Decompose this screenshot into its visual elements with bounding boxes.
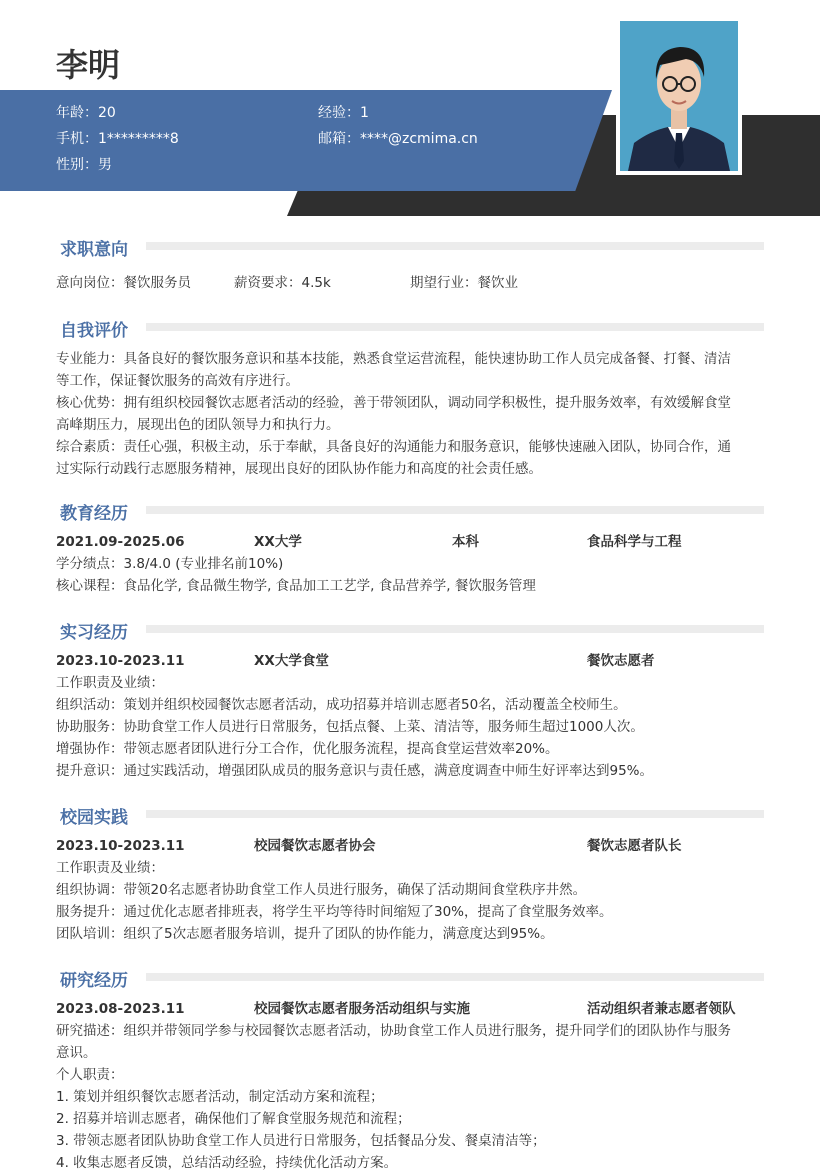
research-line: 1. 策划并组织餐饮志愿者活动，制定活动方案和流程； <box>56 1089 384 1105</box>
intent-position: 意向岗位：餐饮服务员 <box>56 275 191 291</box>
section-divider <box>146 506 764 514</box>
self-eval-line: 高峰期压力，展现出色的团队领导力和执行力。 <box>56 417 340 433</box>
internship-line: 组织活动：策划并组织校园餐饮志愿者活动，成功招募并培训志愿者50名，活动覆盖全校师生。 <box>56 697 627 713</box>
candidate-name: 李明 <box>56 46 121 84</box>
section-research <box>56 966 764 1174</box>
section-title-research: 研究经历 <box>60 971 128 991</box>
internship-line: 增强协作：带领志愿者团队进行分工合作，优化服务流程，提高食堂运营效率20%。 <box>56 741 559 757</box>
education-line: 核心课程：食品化学, 食品微生物学, 食品加工工艺学, 食品营养学, 餐饮服务管理 <box>56 578 536 594</box>
internship-org: XX大学食堂 <box>254 653 329 669</box>
internship-period: 2023.10-2023.11 <box>56 653 185 669</box>
intent-salary: 薪资要求：4.5k <box>234 275 331 291</box>
section-campus <box>56 803 764 945</box>
section-title-education: 教育经历 <box>60 504 128 524</box>
internship-line: 工作职责及业绩： <box>56 675 164 691</box>
section-divider <box>146 625 764 633</box>
education-school: XX大学 <box>254 534 302 550</box>
age: 年龄：20 <box>56 105 116 121</box>
self-eval-line: 过实际行动践行志愿服务精神，展现出良好的团队协作能力和高度的社会责任感。 <box>56 461 542 477</box>
internship-role: 餐饮志愿者 <box>587 653 655 669</box>
research-period: 2023.08-2023.11 <box>56 1001 185 1017</box>
section-self-eval <box>56 316 764 480</box>
research-line: 2. 招募并培训志愿者，确保他们了解食堂服务规范和流程； <box>56 1111 411 1127</box>
campus-line: 工作职责及业绩： <box>56 860 164 876</box>
section-divider <box>146 973 764 981</box>
research-role: 活动组织者兼志愿者领队 <box>587 1001 736 1017</box>
self-eval-line: 核心优势：拥有组织校园餐饮志愿者活动的经验，善于带领团队，调动同学积极性，提升服务效率，有效缓解食堂 <box>56 395 731 411</box>
research-line: 意识。 <box>56 1045 97 1061</box>
self-eval-line: 专业能力：具备良好的餐饮服务意识和基本技能，熟悉食堂运营流程，能快速协助工作人员完成备餐、打餐、清洁 <box>56 351 731 367</box>
section-title-self-eval: 自我评价 <box>60 321 128 341</box>
intent-industry: 期望行业：餐饮业 <box>410 275 518 291</box>
portrait-photo-drawing <box>620 21 738 171</box>
education-degree: 本科 <box>452 534 479 550</box>
education-period: 2021.09-2025.06 <box>56 534 185 550</box>
gender: 性别：男 <box>56 157 112 173</box>
self-eval-line: 等工作，保证餐饮服务的高效有序进行。 <box>56 373 299 389</box>
internship-line: 协助服务：协助食堂工作人员进行日常服务，包括点餐、上菜、清洁等，服务师生超过1000人次。 <box>56 719 644 735</box>
section-divider <box>146 323 764 331</box>
campus-org: 校园餐饮志愿者协会 <box>254 838 376 854</box>
section-divider <box>146 810 764 818</box>
research-project: 校园餐饮志愿者服务活动组织与实施 <box>254 1001 470 1017</box>
education-line: 学分绩点：3.8/4.0 (专业排名前10%) <box>56 556 284 572</box>
section-education <box>56 499 764 597</box>
campus-line: 团队培训：组织了5次志愿者服务培训，提升了团队的协作能力，满意度达到95%。 <box>56 926 554 942</box>
email: 邮箱：****@zcmima.cn <box>318 131 478 147</box>
campus-period: 2023.10-2023.11 <box>56 838 185 854</box>
section-title-campus: 校园实践 <box>60 808 128 828</box>
research-line: 4. 收集志愿者反馈，总结活动经验，持续优化活动方案。 <box>56 1155 398 1171</box>
campus-line: 组织协调：带领20名志愿者协助食堂工作人员进行服务，确保了活动期间食堂秩序井然。 <box>56 882 587 898</box>
phone: 手机：1*********8 <box>56 131 179 147</box>
section-divider <box>146 242 764 250</box>
experience: 经验：1 <box>318 105 369 121</box>
education-major: 食品科学与工程 <box>587 534 682 550</box>
section-internship <box>56 618 764 782</box>
campus-line: 服务提升：通过优化志愿者排班表，将学生平均等待时间缩短了30%，提高了食堂服务效率。 <box>56 904 613 920</box>
research-line: 研究描述：组织并带领同学参与校园餐饮志愿者活动，协助食堂工作人员进行服务，提升同学们的团队协作与服务 <box>56 1023 731 1039</box>
portrait-photo <box>616 17 742 175</box>
internship-line: 提升意识：通过实践活动，增强团队成员的服务意识与责任感，满意度调查中师生好评率达到95%。 <box>56 763 654 779</box>
campus-role: 餐饮志愿者队长 <box>587 838 682 854</box>
research-line: 个人职责： <box>56 1067 124 1083</box>
research-line: 3. 带领志愿者团队协助食堂工作人员进行日常服务，包括餐品分发、餐桌清洁等； <box>56 1133 546 1149</box>
self-eval-line: 综合素质：责任心强，积极主动，乐于奉献，具备良好的沟通能力和服务意识，能够快速融入团队，协同合作，通 <box>56 439 731 455</box>
section-title-intent: 求职意向 <box>60 240 128 260</box>
section-title-internship: 实习经历 <box>60 623 128 643</box>
section-intent <box>56 235 764 294</box>
